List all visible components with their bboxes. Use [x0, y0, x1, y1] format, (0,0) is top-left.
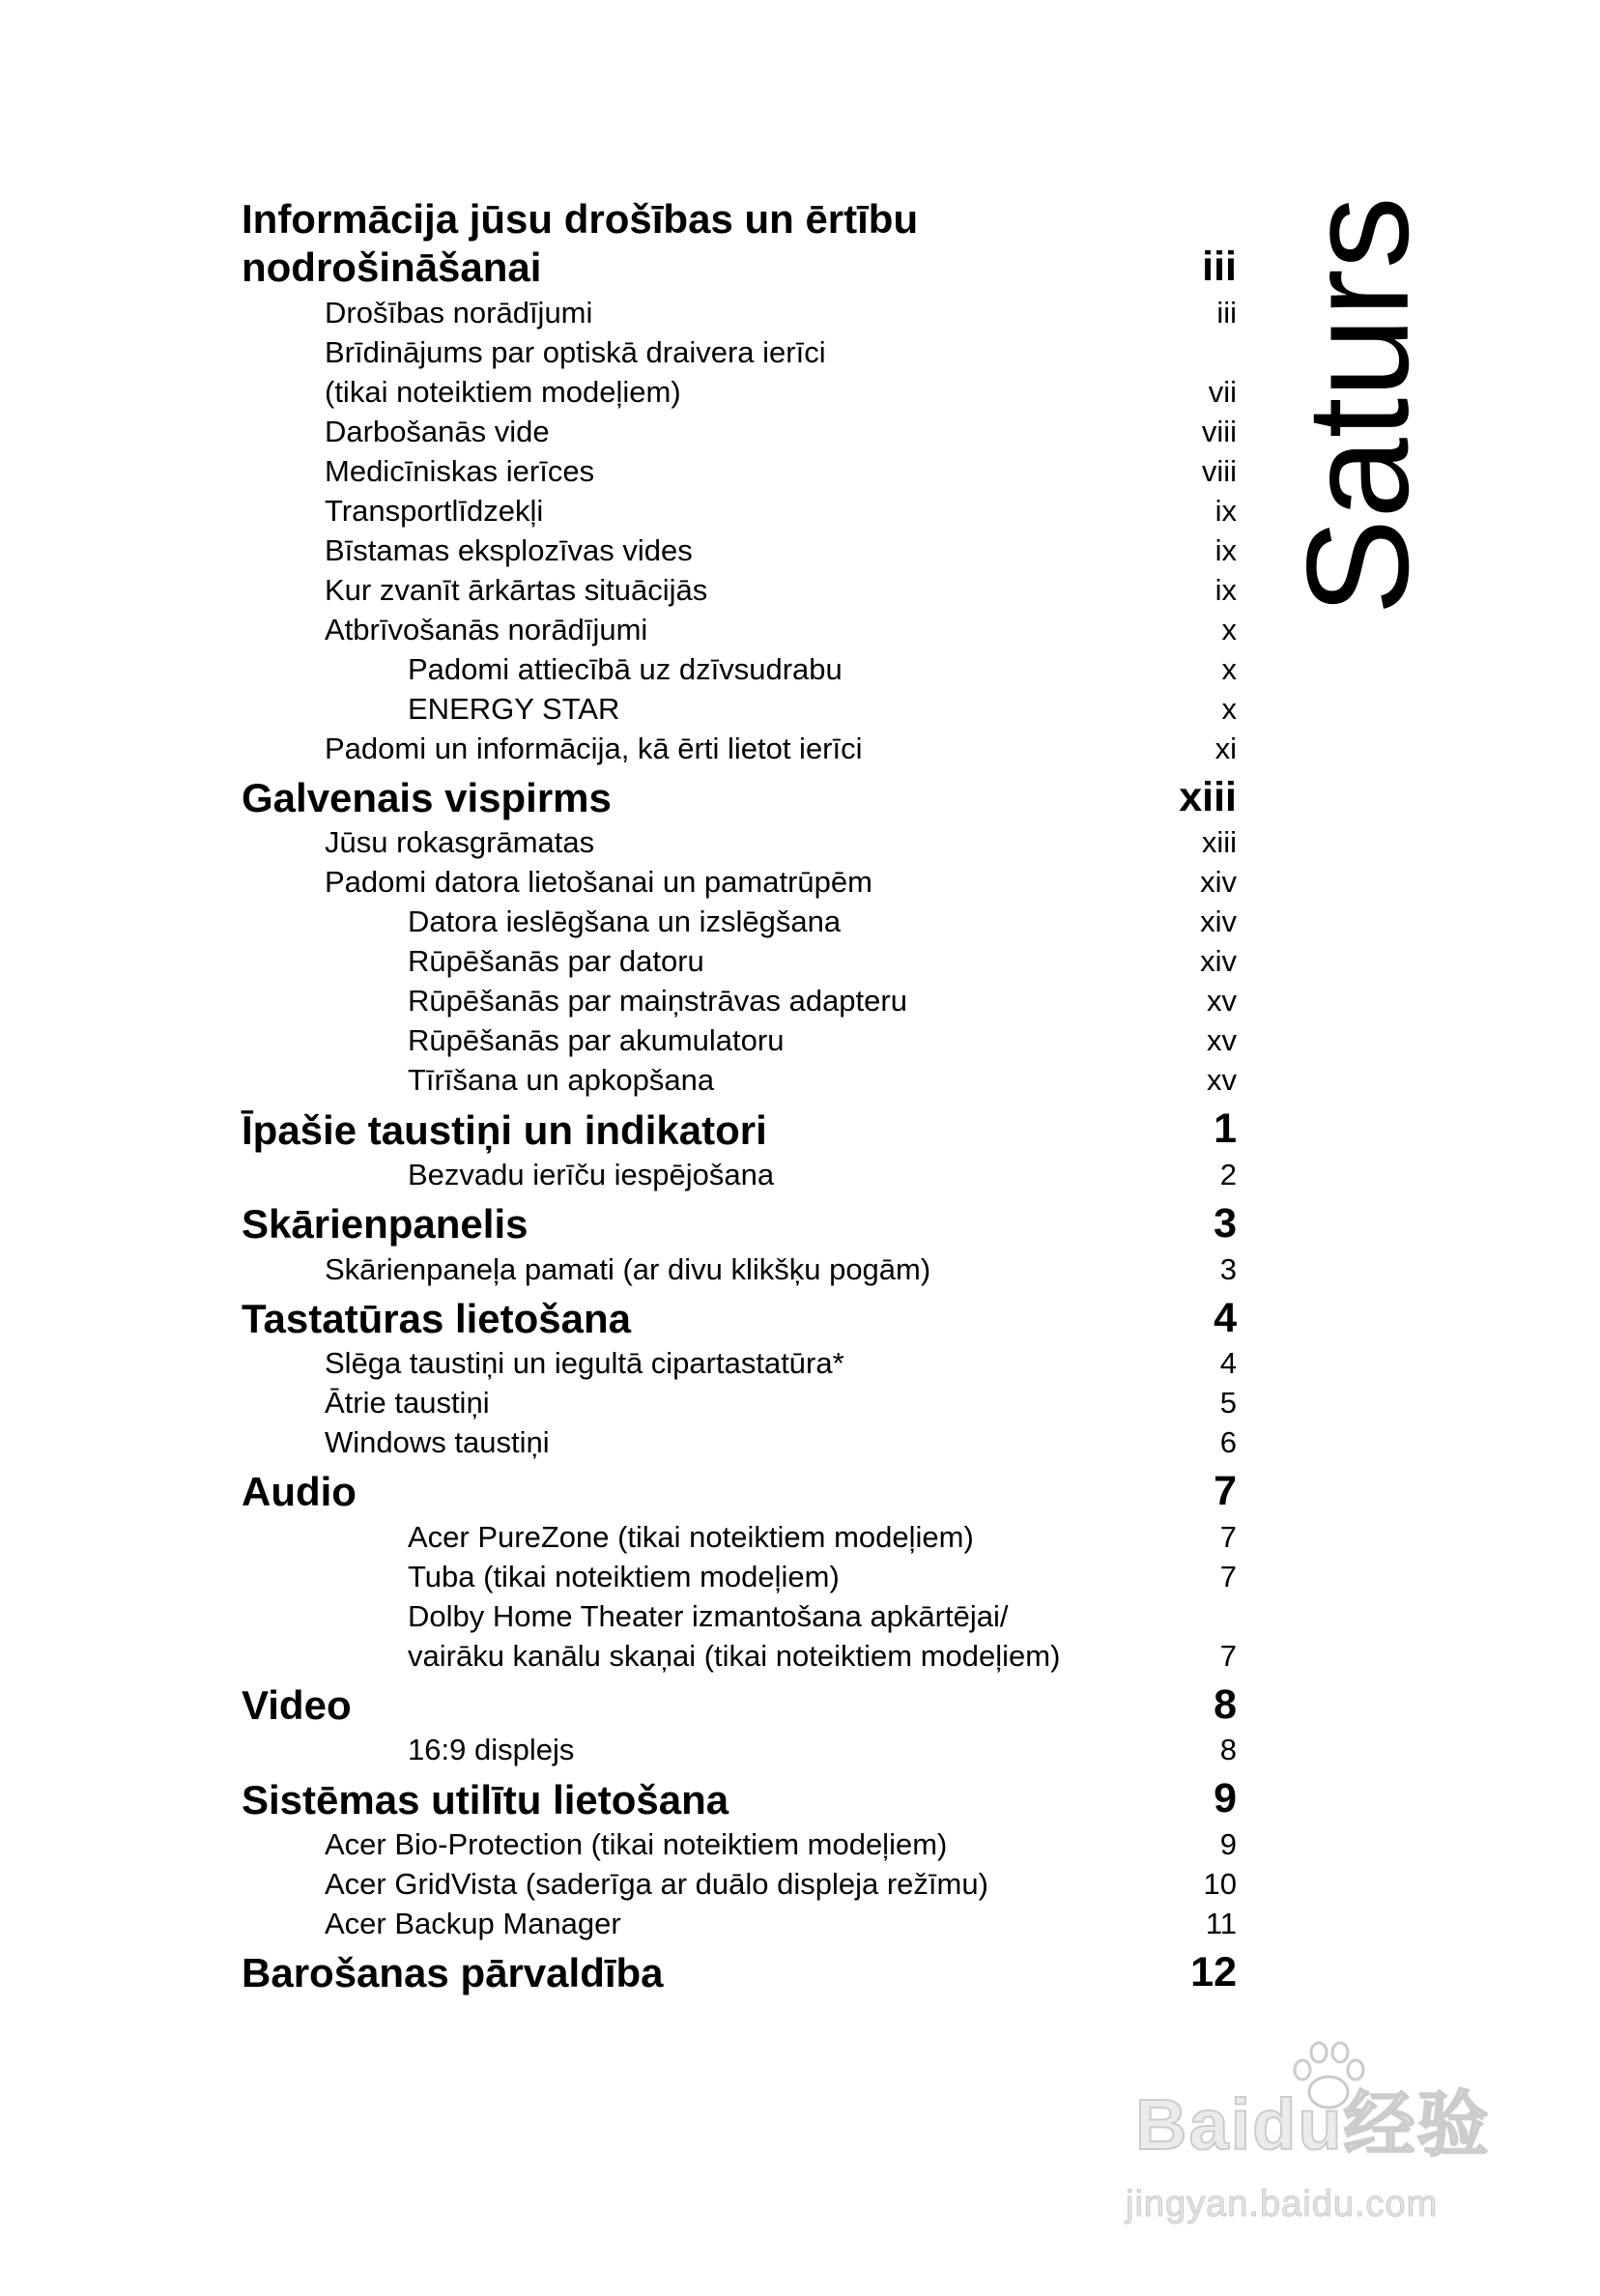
toc-entry[interactable] [242, 1517, 1237, 1557]
toc-entry-title-line: Skārienpaneļa pamati (ar divu klikšķu pogām) [325, 1251, 931, 1286]
toc-page-number: 8 [1219, 1733, 1237, 1767]
toc-chapter[interactable] [242, 1467, 1237, 1517]
toc-entry[interactable] [242, 1557, 1237, 1596]
toc-entry-title-line: Tastatūras lietošana [242, 1295, 632, 1341]
toc-entry-title [242, 1343, 1220, 1383]
toc-entry-title [242, 941, 1200, 981]
toc-page-number: 7 [1219, 1638, 1237, 1673]
table-of-contents [242, 190, 1237, 1998]
toc-entry[interactable] [242, 412, 1237, 451]
toc-page-number: ix [1214, 572, 1237, 607]
toc-entry-title [242, 1383, 1220, 1422]
toc-page-number: 1 [1214, 1105, 1237, 1153]
toc-page-number: 3 [1219, 1251, 1237, 1286]
toc-page-number: xiii [1179, 773, 1237, 820]
toc-entry[interactable] [242, 570, 1237, 610]
toc-entry[interactable] [242, 1864, 1237, 1904]
toc-entry-title-line: Rūpēšanās par maiņstrāvas adapteru [408, 984, 907, 1019]
toc-entry-title-line: Sistēmas utilītu lietošana [242, 1776, 729, 1822]
toc-entry-title-line: Tīrīšana un apkopšana [408, 1063, 715, 1098]
toc-entry[interactable] [242, 1824, 1237, 1864]
toc-entry[interactable] [242, 902, 1237, 941]
toc-entry[interactable] [242, 1422, 1237, 1462]
toc-page-number: 4 [1214, 1294, 1237, 1341]
toc-page-number: xiv [1200, 865, 1237, 900]
toc-entry-title-line: Bezvadu ierīču iespējošana [408, 1157, 775, 1191]
toc-entry-title [242, 822, 1202, 862]
toc-chapter[interactable] [242, 1199, 1237, 1249]
toc-entry-title [242, 1422, 1220, 1462]
toc-page-number: 11 [1205, 1906, 1237, 1940]
toc-entry-title-line: Tuba (tikai noteiktiem modeļiem) [408, 1559, 840, 1593]
toc-entry-title [242, 293, 1216, 332]
toc-page-number: 9 [1219, 1826, 1237, 1861]
toc-entry-title-line: Īpašie taustiņi un indikatori [242, 1106, 767, 1153]
toc-entry-title-line: Darbošanās vide [325, 414, 550, 448]
toc-entry-title-line: Atbrīvošanās norādījumi [325, 612, 648, 646]
toc-entry-title-line: Skārienpanelis [242, 1201, 529, 1248]
toc-entry-title [242, 610, 1222, 649]
toc-entry[interactable] [242, 689, 1237, 729]
toc-page-number: xiv [1200, 904, 1237, 939]
toc-entry-title [242, 531, 1215, 570]
toc-entry-title [242, 570, 1215, 610]
toc-entry[interactable] [242, 1904, 1237, 1943]
toc-chapter[interactable] [242, 1774, 1237, 1824]
side-title [1246, 193, 1469, 618]
toc-entry-title [242, 1060, 1207, 1100]
toc-entry-title-line: Windows taustiņi [325, 1425, 550, 1460]
toc-entry-title-line: Padomi un informācija, kā ērti lietot ierīci [325, 731, 863, 765]
toc-page-number: 10 [1203, 1866, 1237, 1901]
toc-entry-title-line: Dolby Home Theater izmantošana apkārtējai/ [408, 1598, 1009, 1633]
toc-page-number: 2 [1219, 1157, 1237, 1191]
toc-entry-title-line: Padomi datora lietošanai un pamatrūpēm [325, 865, 872, 900]
toc-entry-title [242, 1249, 1220, 1289]
toc-entry-title [242, 649, 1222, 689]
toc-entry-title [242, 902, 1200, 941]
toc-entry-title-line: Audio [242, 1469, 357, 1515]
toc-entry-title-line: nodrošināšanai [242, 244, 542, 291]
toc-page-number: iii [1202, 244, 1237, 291]
toc-entry-title-line: Ātrie taustiņi [325, 1386, 490, 1421]
toc-entry-title [242, 862, 1200, 902]
toc-entry-title-line: Acer PureZone (tikai noteiktiem modeļiem) [408, 1519, 974, 1554]
toc-entry-title [242, 1824, 1220, 1864]
toc-entry-title-line: Kur zvanīt ārkārtas situācijās [325, 572, 708, 607]
toc-entry-title [242, 1776, 1214, 1824]
toc-entry-title [242, 1517, 1220, 1557]
toc-page-number: viii [1201, 453, 1237, 488]
toc-chapter[interactable] [242, 195, 1237, 293]
toc-page-number: xiv [1200, 944, 1237, 979]
toc-entry-title-line: Jūsu rokasgrāmatas [325, 825, 595, 860]
toc-entry[interactable] [242, 1155, 1237, 1194]
watermark-url: jingyan.baidu.com [1126, 2184, 1439, 2224]
toc-entry[interactable] [242, 1730, 1237, 1769]
toc-page-number: xi [1214, 731, 1237, 765]
toc-entry-title-line: Medicīniskas ierīces [325, 453, 595, 488]
toc-page-number: xv [1207, 1063, 1237, 1098]
toc-entry[interactable] [242, 1249, 1237, 1289]
toc-entry-title [242, 729, 1215, 768]
watermark-logo: Baidu经验 [1135, 2084, 1491, 2165]
toc-entry-title [242, 451, 1202, 491]
toc-entry-title [242, 1904, 1206, 1943]
toc-entry-title [242, 332, 1209, 412]
toc-entry[interactable] [242, 1060, 1237, 1100]
toc-page-number: 12 [1190, 1948, 1237, 1995]
toc-entry-title-line: Transportlīdzekļi [325, 493, 544, 528]
toc-page-number: 6 [1219, 1425, 1237, 1460]
baidu-watermark [1126, 2039, 1502, 2232]
toc-entry[interactable] [242, 332, 1237, 412]
toc-page-number: 7 [1219, 1519, 1237, 1554]
toc-entry[interactable] [242, 1383, 1237, 1422]
toc-entry-title-line: Rūpēšanās par datoru [408, 944, 704, 979]
toc-page-number: x [1221, 691, 1237, 726]
toc-entry-title-line: Padomi attiecībā uz dzīvsudrabu [408, 651, 843, 686]
toc-entry-title [242, 491, 1215, 531]
toc-entry-title [242, 1949, 1190, 1997]
toc-entry-title [242, 981, 1207, 1020]
toc-page-number: 4 [1219, 1346, 1237, 1381]
toc-entry[interactable] [242, 293, 1237, 332]
toc-entry-title [242, 1864, 1204, 1904]
toc-entry[interactable] [242, 531, 1237, 570]
toc-entry-title [242, 689, 1222, 729]
toc-page-number: 9 [1214, 1775, 1237, 1822]
toc-page-number: 7 [1214, 1468, 1237, 1515]
toc-entry[interactable] [242, 649, 1237, 689]
toc-page-number: ix [1214, 493, 1237, 528]
toc-page-number: 8 [1214, 1680, 1237, 1728]
toc-entry-title [242, 1155, 1220, 1194]
toc-page-number: x [1221, 612, 1237, 646]
toc-chapter[interactable] [242, 773, 1237, 823]
toc-entry[interactable] [242, 1020, 1237, 1060]
toc-page-number: vii [1208, 374, 1237, 409]
toc-chapter[interactable] [242, 1105, 1237, 1155]
toc-entry-title-line: Galvenais vispirms [242, 774, 612, 820]
toc-entry-title-line: Acer Bio-Protection (tikai noteiktiem modeļiem) [325, 1826, 948, 1861]
toc-entry[interactable] [242, 1596, 1237, 1676]
toc-entry[interactable] [242, 610, 1237, 649]
toc-entry-title [242, 1020, 1207, 1060]
toc-entry[interactable] [242, 822, 1237, 862]
toc-page-number: xv [1207, 984, 1237, 1019]
toc-entry-title [242, 1200, 1214, 1248]
toc-entry-title-line: Slēga taustiņi un iegultā cipartastatūra* [325, 1346, 844, 1381]
toc-entry-title-line: Informācija jūsu drošības un ērtību [242, 196, 919, 242]
side-title-text: Saturs [1276, 196, 1439, 616]
toc-entry-title-line: Bīstamas eksplozīvas vides [325, 532, 693, 567]
toc-entry-title [242, 774, 1179, 822]
toc-entry-title [242, 412, 1202, 451]
toc-entry-title-line: vairāku kanālu skaņai (tikai noteiktiem modeļiem) [408, 1638, 1061, 1673]
toc-chapter[interactable] [242, 1948, 1237, 1998]
toc-entry[interactable] [242, 941, 1237, 981]
toc-entry-title-line: (tikai noteiktiem modeļiem) [325, 374, 681, 409]
toc-entry-title-line: 16:9 displejs [408, 1733, 575, 1767]
toc-entry-title-line: Drošības norādījumi [325, 295, 593, 330]
toc-page-number: 3 [1214, 1199, 1237, 1247]
toc-chapter[interactable] [242, 1680, 1237, 1731]
toc-entry-title [242, 1681, 1214, 1730]
toc-entry-title-line: Rūpēšanās par akumulatoru [408, 1023, 785, 1058]
toc-entry[interactable] [242, 491, 1237, 531]
toc-entry-title-line: Datora ieslēgšana un izslēgšana [408, 904, 842, 939]
toc-entry-title [242, 1730, 1220, 1769]
toc-entry-title [242, 1106, 1214, 1155]
toc-page-number: xiii [1201, 825, 1237, 860]
toc-entry[interactable] [242, 981, 1237, 1020]
toc-entry-title-line: Acer Backup Manager [325, 1906, 621, 1940]
toc-page-number: iii [1216, 295, 1237, 330]
toc-entry-title-line: Brīdinājums par optiskā draivera ierīci [325, 334, 826, 369]
toc-entry-title [242, 1557, 1220, 1596]
toc-entry-title [242, 1596, 1220, 1676]
toc-entry[interactable] [242, 1343, 1237, 1383]
toc-entry-title-line: Acer GridVista (saderīga ar duālo displeja režīmu) [325, 1866, 988, 1901]
toc-page-number: ix [1214, 532, 1237, 567]
toc-chapter[interactable] [242, 1294, 1237, 1344]
toc-page-number: 7 [1219, 1559, 1237, 1593]
toc-entry-title [242, 1468, 1214, 1516]
toc-page-number: 5 [1219, 1386, 1237, 1421]
toc-entry-title-line: Video [242, 1681, 352, 1728]
toc-page-number: xv [1207, 1023, 1237, 1058]
toc-entry-title-line: ENERGY STAR [408, 691, 620, 726]
toc-entry[interactable] [242, 729, 1237, 768]
toc-page-number: x [1221, 651, 1237, 686]
toc-entry[interactable] [242, 451, 1237, 491]
toc-entry[interactable] [242, 862, 1237, 902]
toc-page-number: viii [1201, 414, 1237, 448]
toc-entry-title [242, 195, 1202, 293]
toc-entry-title [242, 1295, 1214, 1343]
toc-entry-title-line: Barošanas pārvaldība [242, 1950, 664, 1996]
